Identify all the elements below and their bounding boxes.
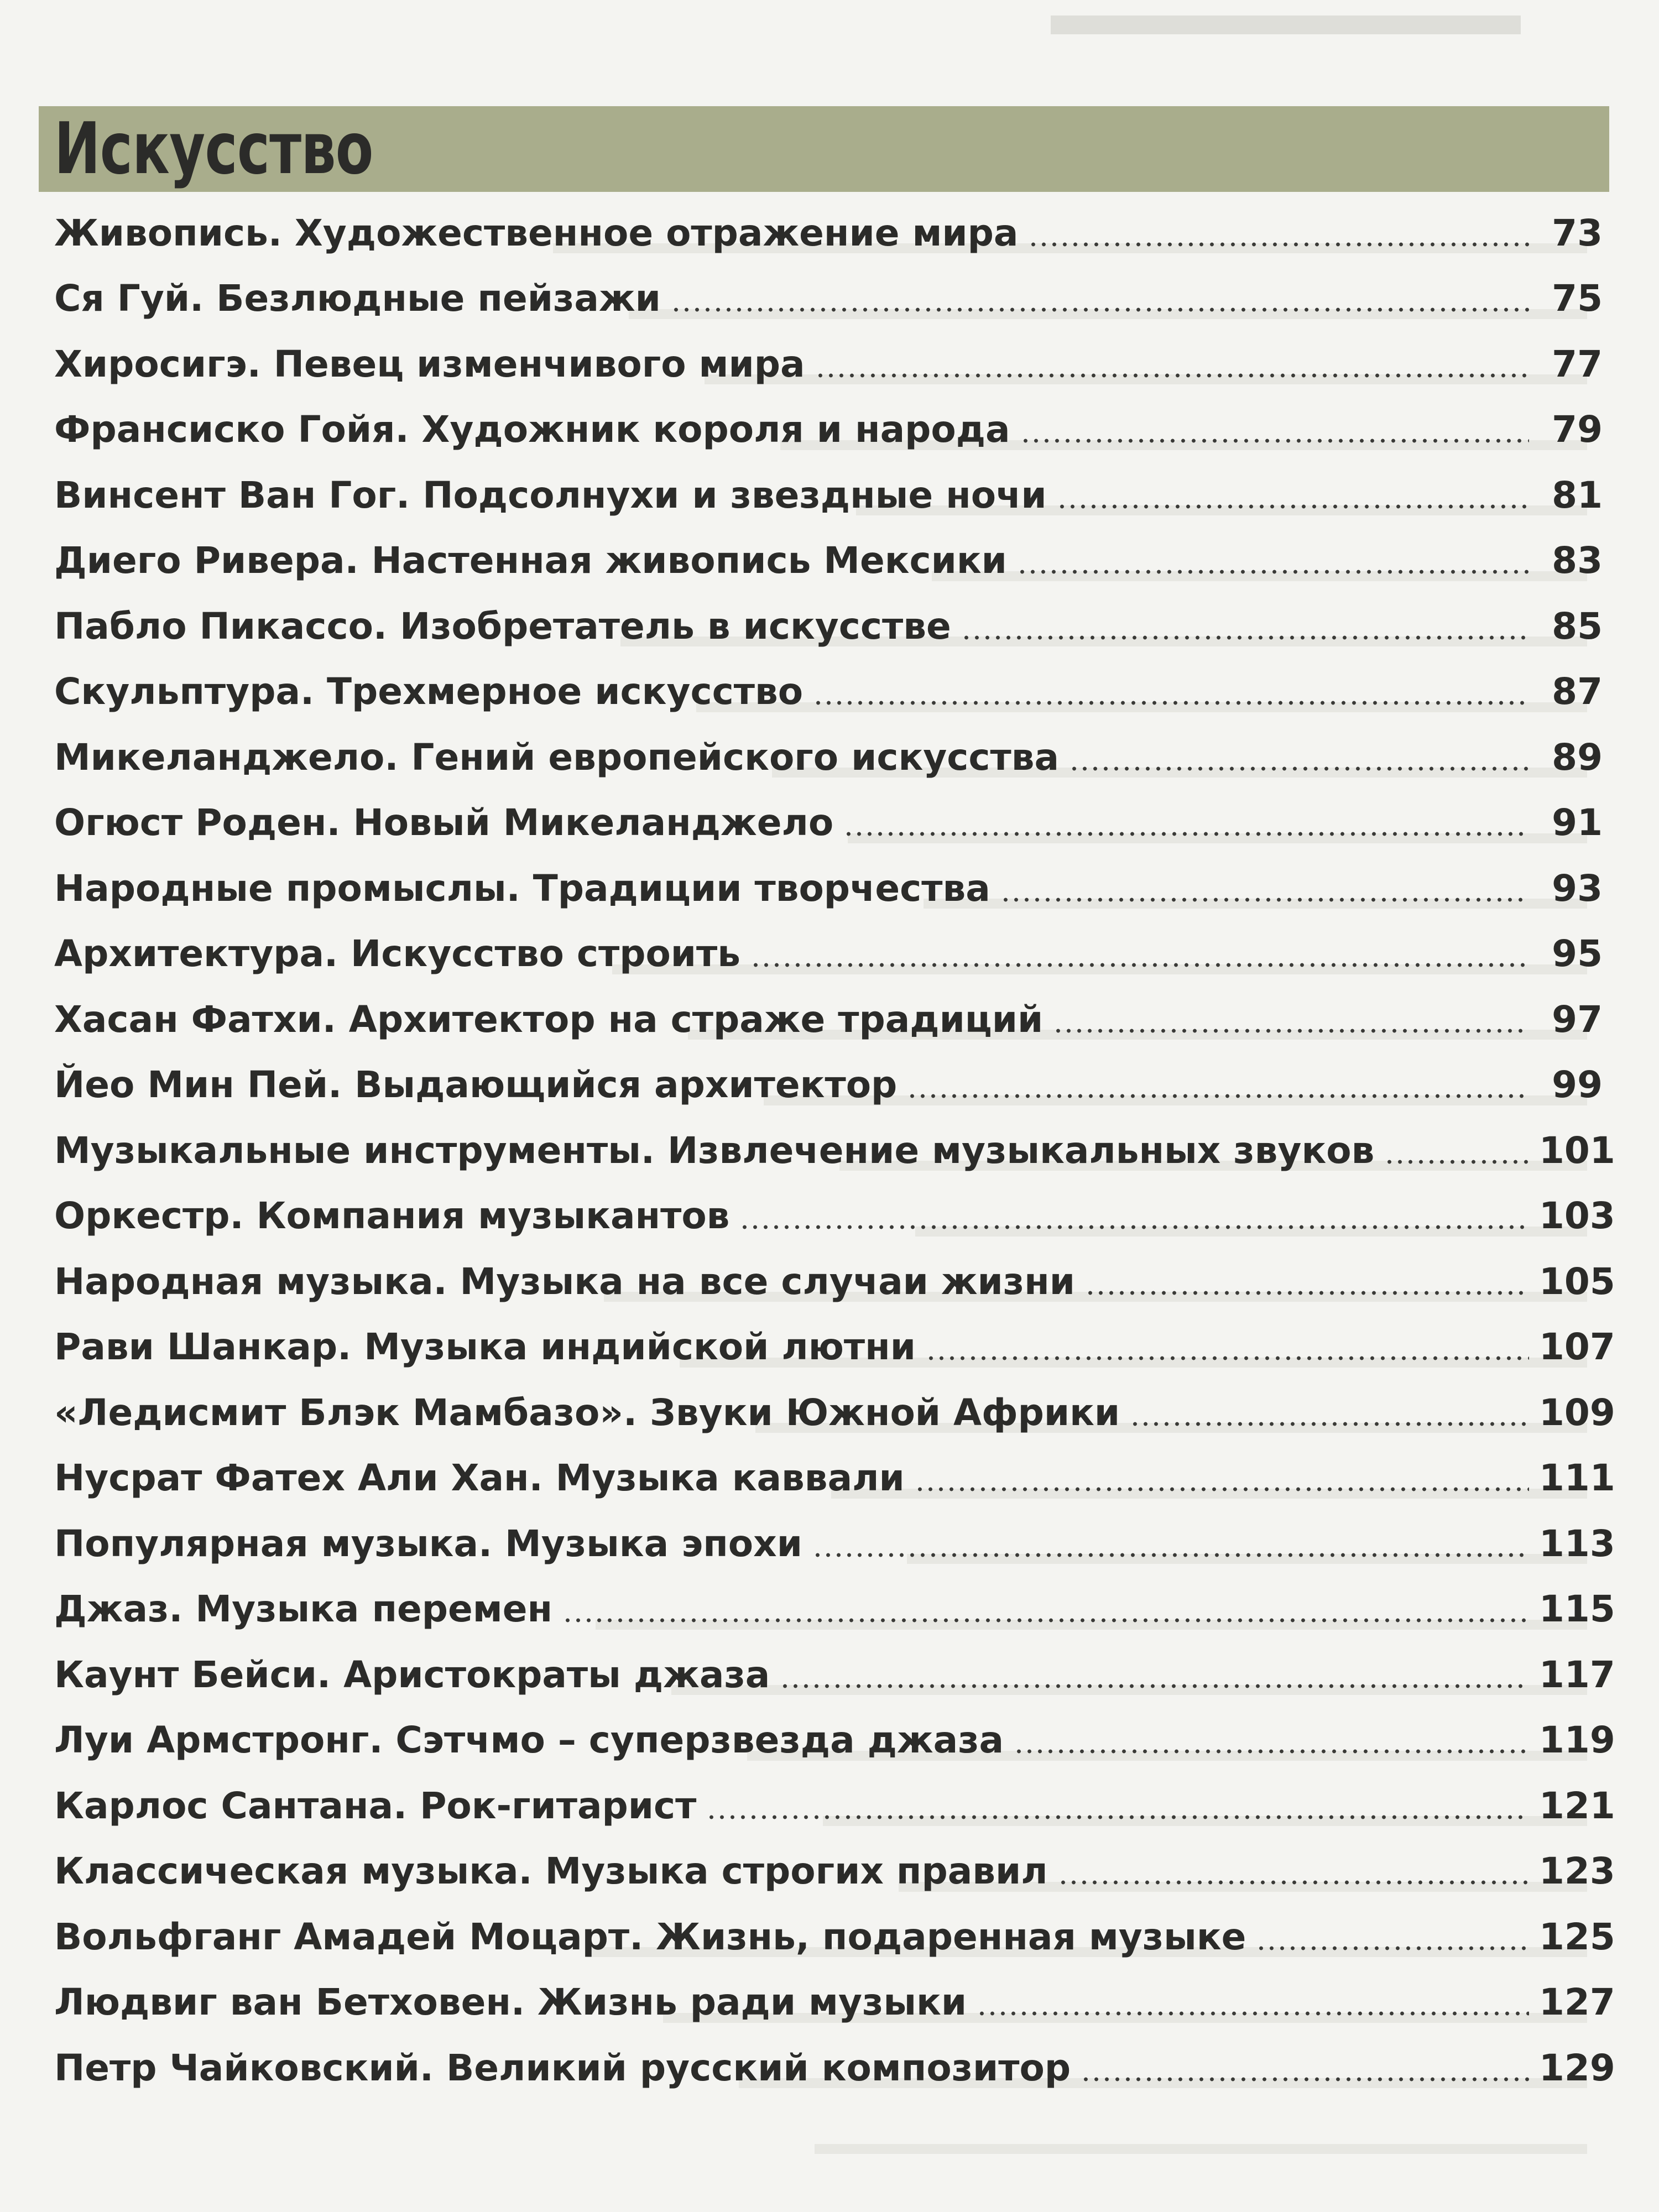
toc-entry-page-number: 73 [1552, 211, 1603, 254]
toc-entry [54, 397, 1603, 463]
toc-entry-page-number: 113 [1539, 1522, 1615, 1565]
dot-leader [780, 1683, 1529, 1689]
toc-entry [54, 528, 1603, 594]
toc-entry [54, 1052, 1603, 1118]
toc-entry [54, 2035, 1615, 2101]
toc-entry-page-number: 121 [1539, 1784, 1615, 1827]
toc-entry-page-number: 91 [1552, 801, 1603, 844]
toc-entry-page-number: 85 [1552, 604, 1603, 648]
dot-leader [977, 2011, 1529, 2016]
toc-entry-page-number: 97 [1552, 998, 1603, 1041]
toc-entry-page-number: 119 [1539, 1719, 1615, 1762]
toc-entry-title: Народная музыка. Музыка на все случаи жизни [54, 1260, 1076, 1303]
bleed-through-line [815, 2144, 1587, 2154]
toc-entry-title: Диего Ривера. Настенная живопись Мексики [54, 539, 1007, 582]
dot-leader [813, 700, 1529, 706]
toc-entry-page-number: 95 [1552, 932, 1603, 975]
toc-entry-page-number: 117 [1539, 1653, 1615, 1696]
toc-entry-title: Людвиг ван Бетховен. Жизнь ради музыки [54, 1981, 967, 2024]
toc-entry-title: Франсиско Гойя. Художник короля и народа [54, 408, 1010, 451]
dot-leader [706, 1814, 1529, 1820]
toc-entry-title: Огюст Роден. Новый Микеланджело [54, 801, 834, 844]
table-of-contents [54, 200, 1615, 2101]
dot-leader [739, 1224, 1529, 1230]
dot-leader [1014, 1749, 1529, 1754]
toc-entry-page-number: 99 [1552, 1063, 1603, 1107]
toc-entry-page-number: 77 [1552, 342, 1603, 385]
dot-leader [961, 635, 1529, 640]
toc-entry-title: «Ледисмит Блэк Мамбазо». Звуки Южной Африки [54, 1391, 1120, 1434]
dot-leader [1085, 1290, 1529, 1296]
dot-leader [750, 962, 1529, 968]
toc-entry-title: Музыкальные инструменты. Извлечение музыкальных звуков [54, 1129, 1375, 1172]
toc-entry [54, 1773, 1615, 1839]
section-title: Искусство [54, 108, 373, 190]
toc-entry-title: Живопись. Художественное отражение мира [54, 211, 1019, 254]
toc-entry [54, 1577, 1615, 1642]
toc-entry-title: Каунт Бейси. Аристократы джаза [54, 1653, 770, 1696]
toc-entry-title: Хасан Фатхи. Архитектор на страже традиций [54, 998, 1044, 1041]
dot-leader [915, 1486, 1529, 1492]
toc-entry [54, 1249, 1615, 1314]
toc-entry-title: Рави Шанкар. Музыка индийской лютни [54, 1326, 916, 1369]
toc-entry-page-number: 127 [1539, 1981, 1615, 2024]
toc-entry-page-number: 87 [1552, 670, 1603, 713]
toc-entry-title: Йео Мин Пей. Выдающийся архитектор [54, 1063, 898, 1107]
dot-leader [1053, 1028, 1529, 1034]
toc-entry [54, 987, 1603, 1052]
dot-leader [815, 373, 1529, 378]
toc-entry-title: Ся Гуй. Безлюдные пейзажи [54, 277, 661, 320]
toc-entry [54, 1839, 1615, 1905]
toc-entry [54, 266, 1603, 332]
toc-entry-title: Микеланджело. Гений европейского искусства [54, 735, 1060, 779]
toc-entry [54, 331, 1603, 397]
toc-entry-page-number: 89 [1552, 735, 1603, 779]
toc-entry-page-number: 79 [1552, 408, 1603, 451]
toc-entry [54, 1314, 1615, 1380]
toc-entry-page-number: 123 [1539, 1850, 1615, 1893]
toc-entry [54, 1380, 1615, 1446]
toc-entry-title: Джаз. Музыка перемен [54, 1588, 553, 1631]
toc-entry [54, 921, 1603, 987]
toc-entry [54, 1642, 1615, 1708]
dot-leader [1256, 1945, 1529, 1951]
toc-entry [54, 200, 1603, 266]
dot-leader [1058, 1880, 1529, 1885]
toc-entry [54, 1183, 1615, 1249]
toc-entry [54, 1708, 1615, 1773]
toc-entry-page-number: 103 [1539, 1194, 1615, 1238]
dot-leader [1020, 438, 1529, 444]
toc-entry-title: Классическая музыка. Музыка строгих правил [54, 1850, 1048, 1893]
toc-entry-title: Пабло Пикассо. Изобретатель в искусстве [54, 604, 951, 648]
dot-leader [1017, 569, 1529, 575]
toc-entry-page-number: 115 [1539, 1588, 1615, 1631]
toc-entry-page-number: 105 [1539, 1260, 1615, 1303]
dot-leader [1069, 766, 1529, 771]
toc-entry-page-number: 109 [1539, 1391, 1615, 1434]
toc-entry-page-number: 101 [1539, 1129, 1615, 1172]
toc-entry-page-number: 83 [1552, 539, 1603, 582]
toc-entry-page-number: 93 [1552, 867, 1603, 910]
toc-entry-title: Народные промыслы. Традиции творчества [54, 867, 990, 910]
toc-entry-page-number: 111 [1539, 1457, 1615, 1500]
dot-leader [1028, 242, 1529, 247]
toc-entry [54, 462, 1603, 528]
toc-entry-title: Нусрат Фатех Али Хан. Музыка каввали [54, 1457, 905, 1500]
toc-entry-page-number: 129 [1539, 2046, 1615, 2089]
toc-entry [54, 1446, 1615, 1511]
dot-leader [1384, 1159, 1529, 1165]
toc-entry-title: Петр Чайковский. Великий русский композитор [54, 2046, 1071, 2089]
toc-entry [54, 1118, 1615, 1183]
toc-entry [54, 1970, 1615, 2036]
toc-entry [54, 1904, 1615, 1970]
toc-entry-title: Популярная музыка. Музыка эпохи [54, 1522, 802, 1565]
dot-leader [926, 1355, 1529, 1361]
toc-entry-title: Оркестр. Компания музыкантов [54, 1194, 730, 1238]
toc-entry-title: Винсент Ван Гог. Подсолнухи и звездные ночи [54, 473, 1047, 517]
toc-entry [54, 659, 1603, 725]
dot-leader [812, 1552, 1529, 1558]
dot-leader [1000, 897, 1529, 902]
bleed-through-mark [1051, 15, 1521, 34]
toc-entry [54, 855, 1603, 921]
dot-leader [843, 831, 1529, 837]
toc-entry-page-number: 81 [1552, 473, 1603, 517]
toc-entry-page-number: 75 [1552, 277, 1603, 320]
dot-leader [1057, 504, 1529, 509]
toc-entry-title: Хиросигэ. Певец изменчивого мира [54, 342, 805, 385]
dot-leader [671, 307, 1529, 312]
dot-leader [1081, 2077, 1529, 2082]
toc-entry-page-number: 125 [1539, 1915, 1615, 1958]
dot-leader [1130, 1421, 1529, 1427]
toc-entry-title: Вольфганг Амадей Моцарт. Жизнь, подаренная музыке [54, 1915, 1246, 1958]
toc-entry [54, 724, 1603, 790]
dot-leader [907, 1093, 1529, 1099]
toc-entry-title: Архитектура. Искусство строить [54, 932, 741, 975]
toc-entry-title: Скульптура. Трехмерное искусство [54, 670, 804, 713]
toc-entry-title: Карлос Сантана. Рок-гитарист [54, 1784, 697, 1827]
toc-entry-page-number: 107 [1539, 1326, 1615, 1369]
toc-entry [54, 790, 1603, 856]
toc-entry-title: Луи Армстронг. Сэтчмо – суперзвезда джаза [54, 1719, 1004, 1762]
dot-leader [562, 1618, 1529, 1623]
toc-entry [54, 1511, 1615, 1577]
toc-entry [54, 593, 1603, 659]
